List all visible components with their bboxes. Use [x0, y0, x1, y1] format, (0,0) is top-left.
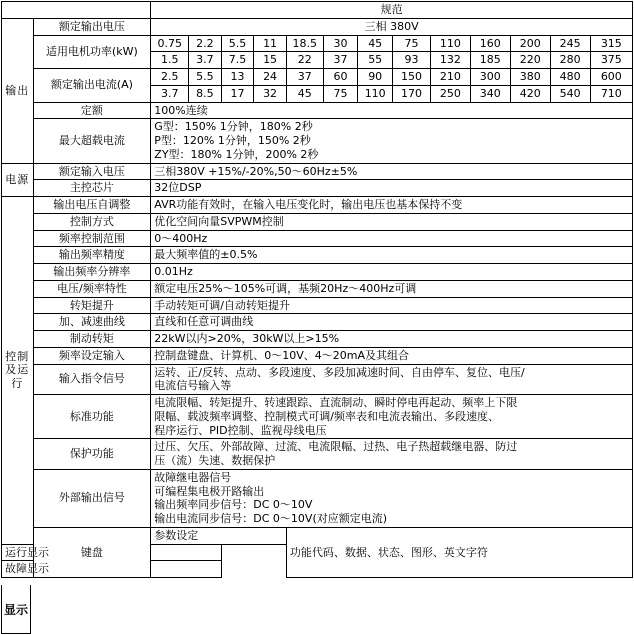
output-current-cell: 2.5: [151, 69, 189, 86]
motor-power-cell: 45: [358, 35, 393, 52]
row-label-freq-control-range: 频率控制范围: [33, 230, 151, 247]
row-label-input-command-signal: 输入指令信号: [33, 364, 151, 395]
table-row: [2, 280, 633, 297]
keypad-item: 故障显示: [2, 561, 222, 578]
output-current-cell: 60: [323, 69, 358, 86]
motor-power-cell: 220: [510, 52, 550, 69]
value-torque-boost: 手动转矩可调/自动转矩提升: [151, 297, 633, 314]
table-row: [2, 102, 633, 119]
value-freq-setting-input: 控制盘键盘、计算机、0～10V、4～20mA及其组合: [151, 347, 633, 364]
motor-power-cell: 55: [358, 52, 393, 69]
table-header-row: [2, 2, 633, 19]
keypad-item: 运行显示: [2, 544, 222, 561]
motor-power-cell: 185: [470, 52, 510, 69]
motor-power-cell: 30: [323, 35, 358, 52]
specification-table: [1, 1, 633, 578]
group-display-label: 显示: [3, 602, 28, 617]
external-output-line: 输出频率同步信号：DC 0～10V: [154, 498, 313, 512]
protection-function-line: 过压、欠压、外部故障、过流、电流限幅、过热、电子热超载继电器、防过: [154, 440, 518, 454]
value-rating: 100%连续: [151, 102, 633, 119]
standard-function-line: 程序运行、PID控制、监视母线电压: [154, 423, 327, 437]
external-output-line: 可编程集电极开路输出: [154, 484, 265, 498]
output-current-cell: 600: [590, 69, 632, 86]
table-row: [2, 180, 633, 197]
standard-function-line: 限幅、载波频率调整、控制模式可调/频率表和电流表输出、多段速度、: [154, 409, 499, 423]
output-current-cell: 13: [221, 69, 254, 86]
motor-power-cell: 2.2: [189, 35, 222, 52]
group-display: [1, 585, 31, 634]
table-row: [2, 119, 633, 163]
motor-power-cell: 15: [254, 52, 287, 69]
row-label-max-overload-current: 最大超载电流: [33, 119, 151, 163]
table-row: [2, 527, 633, 544]
output-current-cell: 150: [393, 69, 431, 86]
row-label-control-mode: 控制方式: [33, 213, 151, 230]
row-label-rating: 定额: [33, 102, 151, 119]
value-volt-freq-characteristic: 额定电压25%～105%可调，基频20Hz～400Hz可调: [151, 280, 633, 297]
table-row: [2, 395, 633, 439]
motor-power-cell: 7.5: [221, 52, 254, 69]
output-current-cell: 45: [286, 85, 323, 102]
table-row: [2, 163, 633, 180]
motor-power-cell: 110: [430, 35, 470, 52]
motor-power-cell: 11: [254, 35, 287, 52]
group-control: [2, 197, 34, 545]
overload-line: G型：150% 1分钟，180% 2秒: [154, 120, 313, 134]
standard-function-line: 电流限幅、转矩提升、转速跟踪、直流制动、瞬时停电再起动、频率上下限: [154, 396, 518, 409]
value-external-output-signal: [151, 469, 633, 527]
motor-power-cell: 93: [393, 52, 431, 69]
overload-line: ZY型：180% 1分钟，200% 2秒: [154, 147, 319, 161]
value-main-chip: 32位DSP: [151, 180, 633, 197]
keypad-item: 参数设定: [151, 527, 287, 544]
table-row: [2, 331, 633, 348]
overload-line: P型：120% 1分钟，150% 2秒: [154, 134, 311, 147]
external-output-line: 输出电流同步信号：DC 0～10V(对应额定电流): [154, 512, 388, 525]
motor-power-cell: 75: [393, 35, 431, 52]
group-control-label: 控制及运行: [5, 349, 30, 391]
value-control-mode: 优化空间向量SVPWM控制: [151, 213, 633, 230]
motor-power-cell: 200: [510, 35, 550, 52]
motor-power-cell: 5.5: [221, 35, 254, 52]
output-current-cell: 380: [510, 69, 550, 86]
output-current-cell: 340: [470, 85, 510, 102]
row-label-rated-input-voltage: 额定输入电压: [33, 163, 151, 180]
value-max-overload-current: [151, 119, 633, 163]
value-input-command-signal: [151, 364, 633, 395]
output-current-cell: 110: [358, 85, 393, 102]
row-label-keypad: 键盘: [33, 527, 151, 577]
row-label-rated-output-current: 额定输出电流(A): [33, 69, 151, 103]
row-label-main-chip: 主控芯片: [33, 180, 151, 197]
output-current-cell: 8.5: [189, 85, 222, 102]
table-row: [2, 314, 633, 331]
row-label-braking-torque: 制动转矩: [33, 331, 151, 348]
value-output-freq-accuracy: 最大频率值的±0.5%: [151, 247, 633, 264]
group-output: 输出: [2, 18, 34, 163]
table-row: [2, 439, 633, 470]
table-row: [2, 297, 633, 314]
table-row: [2, 69, 633, 86]
external-output-line: 故障继电器信号: [154, 470, 232, 484]
value-rated-input-voltage: 三相380V +15%/-20%,50～60Hz±5%: [151, 163, 633, 180]
keypad-detail: 功能代码、数据、状态、图形、英文字符: [286, 527, 632, 577]
value-output-freq-resolution: 0.01Hz: [151, 264, 633, 281]
motor-power-cell: 0.75: [151, 35, 189, 52]
output-current-cell: 37: [286, 69, 323, 86]
table-row: [2, 213, 633, 230]
row-label-torque-boost: 转矩提升: [33, 297, 151, 314]
table-row: [2, 247, 633, 264]
motor-power-cell: 160: [470, 35, 510, 52]
output-current-cell: 210: [430, 69, 470, 86]
row-label-output-voltage-auto-adjust: 输出电压自调整: [33, 197, 151, 214]
row-label-applicable-motor-power: 适用电机功率(kW): [33, 35, 151, 69]
value-braking-torque: 22kW以内>20%，30kW以上>15%: [151, 331, 633, 348]
output-current-cell: 480: [550, 69, 590, 86]
table-row: [2, 197, 633, 214]
row-label-rated-output-voltage: 额定输出电压: [33, 18, 151, 35]
motor-power-cell: 315: [590, 35, 632, 52]
value-output-voltage-auto-adjust: AVR功能有效时，在输入电压变化时，输出电压也基本保持不变: [151, 197, 633, 214]
motor-power-cell: 1.5: [151, 52, 189, 69]
motor-power-cell: 3.7: [189, 52, 222, 69]
output-current-cell: 170: [393, 85, 431, 102]
output-current-cell: 75: [323, 85, 358, 102]
output-current-cell: 24: [254, 69, 287, 86]
motor-power-cell: 132: [430, 52, 470, 69]
value-accel-decel-curve: 直线和任意可调曲线: [151, 314, 633, 331]
motor-power-cell: 18.5: [286, 35, 323, 52]
table-row: [2, 347, 633, 364]
motor-power-cell: 37: [323, 52, 358, 69]
row-label-volt-freq-characteristic: 电压/频率特性: [33, 280, 151, 297]
table-row: [2, 230, 633, 247]
output-current-cell: 300: [470, 69, 510, 86]
motor-power-cell: 280: [550, 52, 590, 69]
table-row: [2, 18, 633, 35]
header-blank: [2, 2, 151, 19]
table-row: [2, 364, 633, 395]
output-current-cell: 32: [254, 85, 287, 102]
command-signal-line: 运转、正/反转、点动、多段速度、多段加减速时间、自由停车、复位、电压/: [154, 365, 525, 379]
table-row: [2, 469, 633, 527]
value-protection-functions: [151, 439, 633, 470]
value-freq-control-range: 0～400Hz: [151, 230, 633, 247]
row-label-standard-functions: 标准功能: [33, 395, 151, 439]
output-current-cell: 540: [550, 85, 590, 102]
output-current-cell: 710: [590, 85, 632, 102]
output-current-cell: 17: [221, 85, 254, 102]
output-current-cell: 3.7: [151, 85, 189, 102]
command-signal-line: 电流信号输入等: [154, 379, 232, 393]
value-standard-functions: [151, 395, 633, 439]
output-current-cell: 250: [430, 85, 470, 102]
motor-power-cell: 22: [286, 52, 323, 69]
motor-power-cell: 245: [550, 35, 590, 52]
row-label-output-freq-accuracy: 输出频率精度: [33, 247, 151, 264]
table-row: [2, 35, 633, 52]
row-label-protection-functions: 保护功能: [33, 439, 151, 470]
table-row: [2, 264, 633, 281]
protection-function-line: 压（流）失速、数据保护: [154, 454, 276, 467]
row-label-external-output-signal: 外部输出信号: [33, 469, 151, 527]
output-current-cell: 5.5: [189, 69, 222, 86]
output-current-cell: 420: [510, 85, 550, 102]
row-label-accel-decel-curve: 加、减速曲线: [33, 314, 151, 331]
motor-power-cell: 375: [590, 52, 632, 69]
header-spec: 规范: [151, 2, 633, 19]
group-power: 电源: [2, 163, 34, 197]
row-label-output-freq-resolution: 输出频率分辨率: [33, 264, 151, 281]
output-current-cell: 90: [358, 69, 393, 86]
value-rated-output-voltage: 三相 380V: [151, 18, 633, 35]
row-label-freq-setting-input: 频率设定输入: [33, 347, 151, 364]
